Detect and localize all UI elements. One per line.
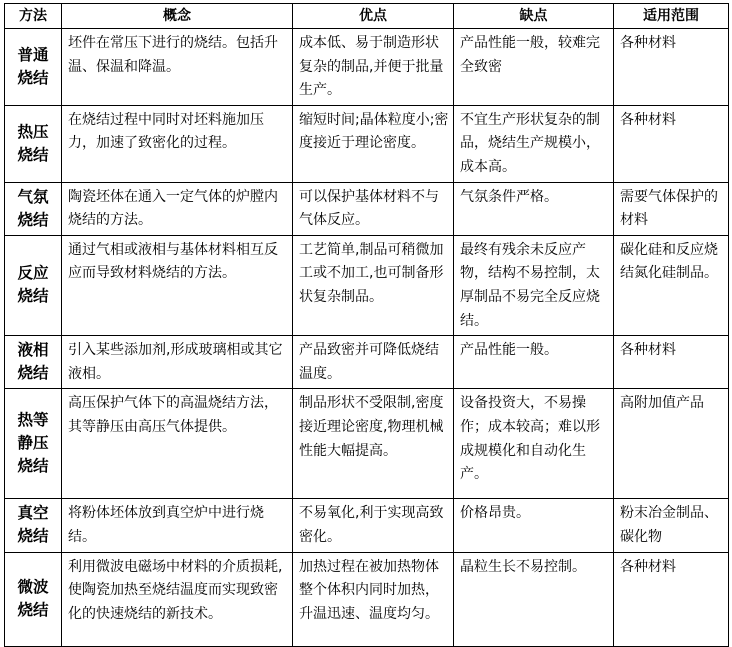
table-row xyxy=(5,552,729,646)
method-cell: 反应 烧结 xyxy=(5,235,62,335)
table-row xyxy=(5,235,729,335)
concept-cell: 高压保护气体下的高温烧结方法，其等静压由高压气体提供。 xyxy=(62,389,293,499)
scope-cell: 各种材料 xyxy=(614,29,729,106)
disadvantages-cell: 气氛条件严格。 xyxy=(454,182,614,235)
sintering-methods-table xyxy=(4,3,729,647)
table-row xyxy=(5,182,729,235)
scope-cell: 各种材料 xyxy=(614,552,729,646)
concept-cell: 将粉体坯体放到真空炉中进行烧结。 xyxy=(62,499,293,552)
header-disadvantages: 缺点 xyxy=(454,4,614,29)
scope-cell: 碳化硅和反应烧结氮化硅制品。 xyxy=(614,235,729,335)
concept-cell: 陶瓷坯体在通入一定气体的炉膛内烧结的方法。 xyxy=(62,182,293,235)
header-scope: 适用范围 xyxy=(614,4,729,29)
scope-cell: 各种材料 xyxy=(614,105,729,182)
disadvantages-cell: 最终有残余未反应产物，结构不易控制，太厚制品不易完全反应烧结。 xyxy=(454,235,614,335)
method-cell: 真空 烧结 xyxy=(5,499,62,552)
concept-cell: 在烧结过程中同时对坯料施加压力，加速了致密化的过程。 xyxy=(62,105,293,182)
header-concept: 概念 xyxy=(62,4,293,29)
method-cell: 气氛 烧结 xyxy=(5,182,62,235)
table-header-row xyxy=(5,4,729,29)
concept-cell: 引入某些添加剂,形成玻璃相或其它液相。 xyxy=(62,336,293,389)
scope-cell: 需要气体保护的材料 xyxy=(614,182,729,235)
concept-cell: 通过气相或液相与基体材料相互反应而导致材料烧结的方法。 xyxy=(62,235,293,335)
advantages-cell: 制品形状不受限制,密度接近理论密度,物理机械性能大幅提高。 xyxy=(293,389,454,499)
scope-cell: 高附加值产品 xyxy=(614,389,729,499)
table-row xyxy=(5,29,729,106)
table-row xyxy=(5,105,729,182)
scope-cell: 粉末冶金制品、碳化物 xyxy=(614,499,729,552)
disadvantages-cell: 设备投资大，不易操作；成本较高；难以形成规模化和自动化生产。 xyxy=(454,389,614,499)
disadvantages-cell: 产品性能一般，较难完全致密 xyxy=(454,29,614,106)
disadvantages-cell: 不宜生产形状复杂的制品，烧结生产规模小，成本高。 xyxy=(454,105,614,182)
method-cell: 微波 烧结 xyxy=(5,552,62,646)
advantages-cell: 不易氧化,利于实现高致密化。 xyxy=(293,499,454,552)
advantages-cell: 可以保护基体材料不与气体反应。 xyxy=(293,182,454,235)
advantages-cell: 产品致密并可降低烧结温度。 xyxy=(293,336,454,389)
disadvantages-cell: 价格昂贵。 xyxy=(454,499,614,552)
disadvantages-cell: 产品性能一般。 xyxy=(454,336,614,389)
advantages-cell: 缩短时间;晶体粒度小;密度接近于理论密度。 xyxy=(293,105,454,182)
table-row xyxy=(5,336,729,389)
table-row xyxy=(5,499,729,552)
header-advantages: 优点 xyxy=(293,4,454,29)
advantages-cell: 成本低、易于制造形状复杂的制品,并便于批量生产。 xyxy=(293,29,454,106)
table-row xyxy=(5,389,729,499)
advantages-cell: 加热过程在被加热物体整个体积内同时加热，升温迅速、温度均匀。 xyxy=(293,552,454,646)
method-cell: 普通 烧结 xyxy=(5,29,62,106)
method-cell: 液相 烧结 xyxy=(5,336,62,389)
header-method: 方法 xyxy=(5,4,62,29)
advantages-cell: 工艺简单,制品可稍微加工或不加工,也可制备形状复杂制品。 xyxy=(293,235,454,335)
concept-cell: 利用微波电磁场中材料的介质损耗,使陶瓷加热至烧结温度而实现致密化的快速烧结的新技术。 xyxy=(62,552,293,646)
method-cell: 热压 烧结 xyxy=(5,105,62,182)
scope-cell: 各种材料 xyxy=(614,336,729,389)
method-cell: 热等 静压 烧结 xyxy=(5,389,62,499)
concept-cell: 坯件在常压下进行的烧结。包括升温、保温和降温。 xyxy=(62,29,293,106)
disadvantages-cell: 晶粒生长不易控制。 xyxy=(454,552,614,646)
